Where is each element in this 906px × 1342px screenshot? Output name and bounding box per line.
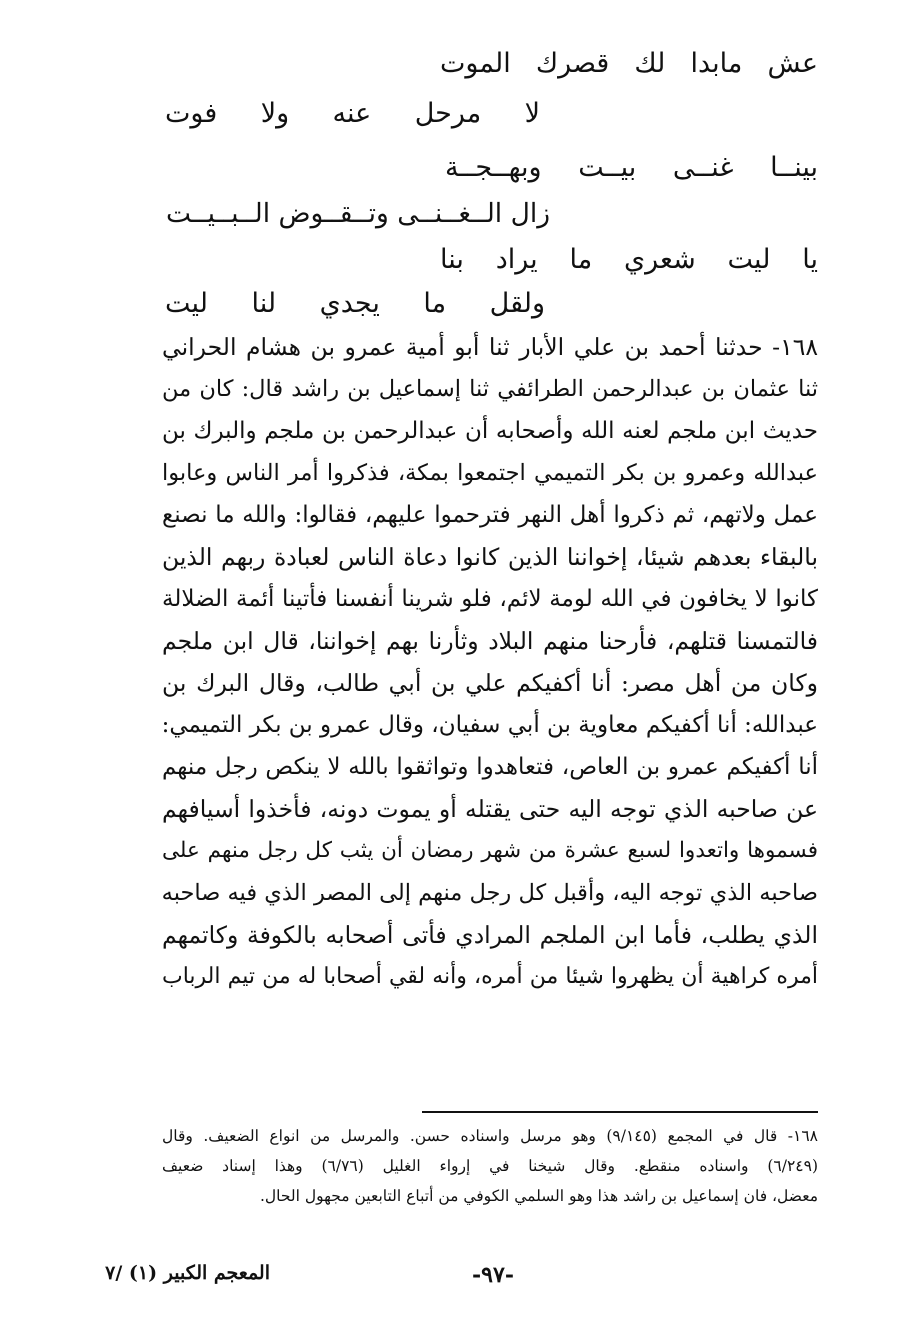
poem-word: ولا — [260, 98, 290, 129]
text-line: فالتمسنا قتلهم، فأرحنا منهم البلاد وثأرنا بهم إخواننا، قال ابن ملجم — [162, 627, 818, 655]
poem-word: يا — [802, 244, 818, 275]
text-line: عمل ولاتهم، ثم ذكروا أهل النهر فترحموا عليهم، فقالوا: والله ما نصنع — [162, 502, 818, 528]
footnote-line: معضل، فان إسماعيل بن راشد هذا وهو السلمي الكوفي من أتباع التابعين مجهول الحال. — [259, 1187, 818, 1205]
poem-word: مرحل — [414, 98, 482, 129]
poem-word: ولقل — [489, 288, 545, 319]
poem-word: الموت — [440, 48, 511, 79]
poem-word: شعري — [624, 244, 696, 275]
text-line: الذي يطلب، فأما ابن الملجم المرادي فأتى أصحابه بالكوفة وكاتمهم — [162, 921, 818, 949]
text-line: وكان من أهل مصر: أنا أكفيكم علي بن أبي طالب، وقال البرك بن — [162, 669, 818, 697]
text-line: أنا أكفيكم عمرو بن العاص، فتعاهدوا وتواثقوا بالله لا ينكص رجل منهم — [162, 754, 818, 780]
poem-line-6 — [165, 284, 545, 324]
poem-line-5 — [440, 240, 818, 280]
text-line: ثنا عثمان بن عبدالرحمن الطرائفي ثنا إسماعيل بن راشد قال: كان من — [162, 376, 818, 402]
poem-word: غنــى — [672, 152, 734, 183]
poem-word: بيــت — [578, 152, 637, 183]
poem-word: يراد — [495, 244, 538, 275]
text-line: عبدالله: أنا أكفيكم معاوية بن أبي سفيان، وقال عمرو بن بكر التميمي: — [162, 712, 818, 738]
poem-word: يجدي — [319, 288, 380, 319]
text-line: صاحبه الذي توجه اليه، وأقبل كل رجل منهم إلى المصر الذي فيه صاحبه — [162, 880, 818, 906]
footnote-divider — [422, 1111, 818, 1113]
poem-line-2 — [165, 94, 540, 134]
poem-word: وبهــجــة — [445, 152, 542, 183]
text-line: فسموها واتعدوا لسبع عشرة من شهر رمضان أن يثب كل رجل منهم على — [162, 838, 818, 863]
footnote-line: ١٦٨- قال في المجمع (٩/١٤٥) وهو مرسل واسناده حسن. والمرسل من انواع الضعيف. وقال — [162, 1127, 818, 1145]
text-line: بالبقاء بعدهم شيئا، إخواننا الذين كانوا دعاة الناس لعبادة ربهم الذين — [162, 543, 818, 571]
text-line: ١٦٨- حدثنا أحمد بن علي الأبار ثنا أبو أمية عمرو بن هشام الحراني — [162, 333, 818, 361]
poem-word: ليت — [727, 244, 771, 275]
poem-word: لك — [634, 48, 666, 79]
text-line: حديث ابن ملجم لعنه الله وأصحابه أن عبدالرحمن بن ملجم والبرك بن — [162, 418, 818, 444]
poem-line-4 — [165, 194, 550, 234]
poem-word: ليت — [165, 288, 208, 319]
poem-word: بنا — [440, 244, 464, 275]
poem-word: عش — [767, 48, 818, 79]
page-number: -٩٧- — [472, 1262, 514, 1288]
text-line: عبدالله وعمرو بن بكر التميمي اجتمعوا بمكة، فذكروا أمر الناس وعابوا — [162, 460, 818, 486]
poem-word: فوت — [165, 98, 218, 129]
poem-word: قصرك — [535, 48, 610, 79]
poem-word: مابدا — [690, 48, 743, 79]
poem-word: ما — [423, 288, 447, 319]
poem-line-1 — [440, 44, 818, 84]
footnote — [162, 1121, 818, 1211]
footnote-line: (٦/٢٤٩) واسناده منقطع. وقال شيخنا في إرواء الغليل (٦/٧٦) وهذا إسناد ضعيف — [162, 1157, 818, 1175]
poem-word: عنه — [332, 98, 372, 129]
poem-word: ما — [569, 244, 593, 275]
text-line: عن صاحبه الذي توجه اليه حتى يقتله أو يموت دونه، فأخذوا أسيافهم — [162, 795, 818, 823]
poem-word: بينــا — [770, 152, 818, 183]
hadith-text — [162, 326, 818, 998]
text-line: أمره كراهية أن يظهروا شيئا من أمره، وأنه لقي أصحابا له من تيم الرباب — [162, 964, 818, 989]
poem-word: زال الــغــنــى وتــقــوض الــبــيــت — [166, 198, 550, 229]
poem-word: لا — [524, 98, 540, 129]
text-line: كانوا لا يخافون في الله لومة لائم، فلو شرينا أنفسنا فأتينا أئمة الضلالة — [162, 586, 818, 612]
poem-line-3 — [445, 148, 818, 188]
running-footer: المعجم الكبير (١) /٧ — [105, 1262, 270, 1284]
poem-word: لنا — [251, 288, 277, 319]
